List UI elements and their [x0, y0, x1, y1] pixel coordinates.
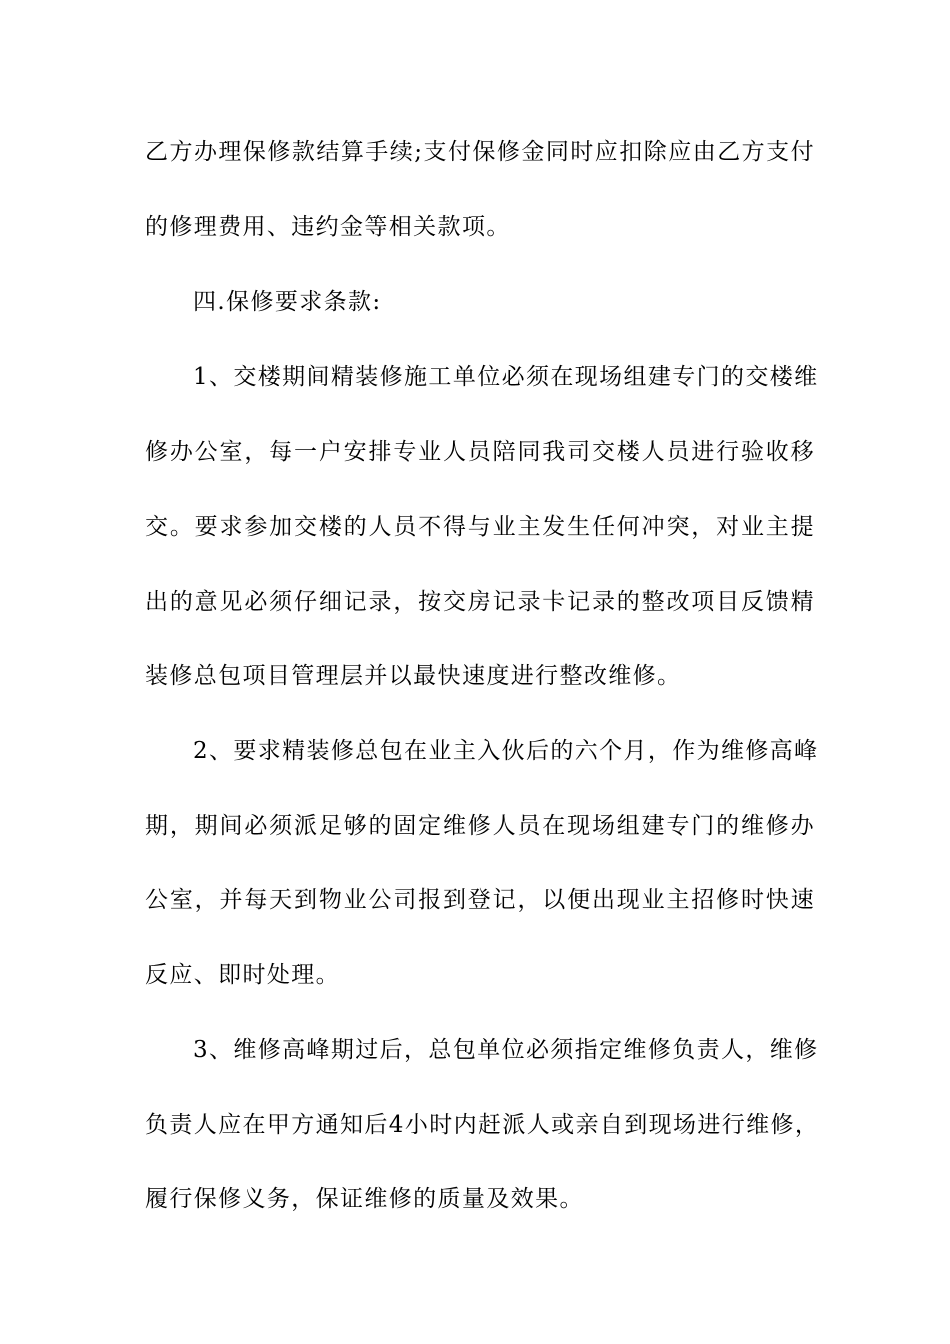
- text-line: 的修理费用、违约金等相关款项。: [145, 214, 511, 240]
- text-line: 交。要求参加交楼的人员不得与业主发生任何冲突，对业主提: [145, 514, 815, 540]
- text-line: 公室，并每天到物业公司报到登记，以便出现业主招修时快速: [145, 887, 815, 913]
- section-heading: 四.保修要求条款:: [193, 289, 382, 315]
- text-line: 出的意见必须仔细记录，按交房记录卡记录的整改项目反馈精: [145, 589, 815, 615]
- text-line: 3、维修高峰期过后，总包单位必须指定维修负责人，维修: [193, 1037, 819, 1063]
- text-line: 装修总包项目管理层并以最快速度进行整改维修。: [145, 663, 682, 689]
- text-line: 修办公室，每一户安排专业人员陪同我司交楼人员进行验收移: [145, 439, 815, 465]
- text-line: 2、要求精装修总包在业主入伙后的六个月，作为维修高峰: [193, 738, 819, 764]
- text-line: 1、交楼期间精装修施工单位必须在现场组建专门的交楼维: [193, 364, 819, 390]
- text-line: 反应、即时处理。: [145, 962, 341, 988]
- text-line: 履行保修义务，保证维修的质量及效果。: [145, 1186, 584, 1212]
- text-line: 负责人应在甲方通知后4小时内赶派人或亲自到现场进行维修，: [145, 1112, 820, 1138]
- text-line: 乙方办理保修款结算手续;支付保修金同时应扣除应由乙方支付: [145, 139, 815, 165]
- text-line: 期，期间必须派足够的固定维修人员在现场组建专门的维修办: [145, 813, 815, 839]
